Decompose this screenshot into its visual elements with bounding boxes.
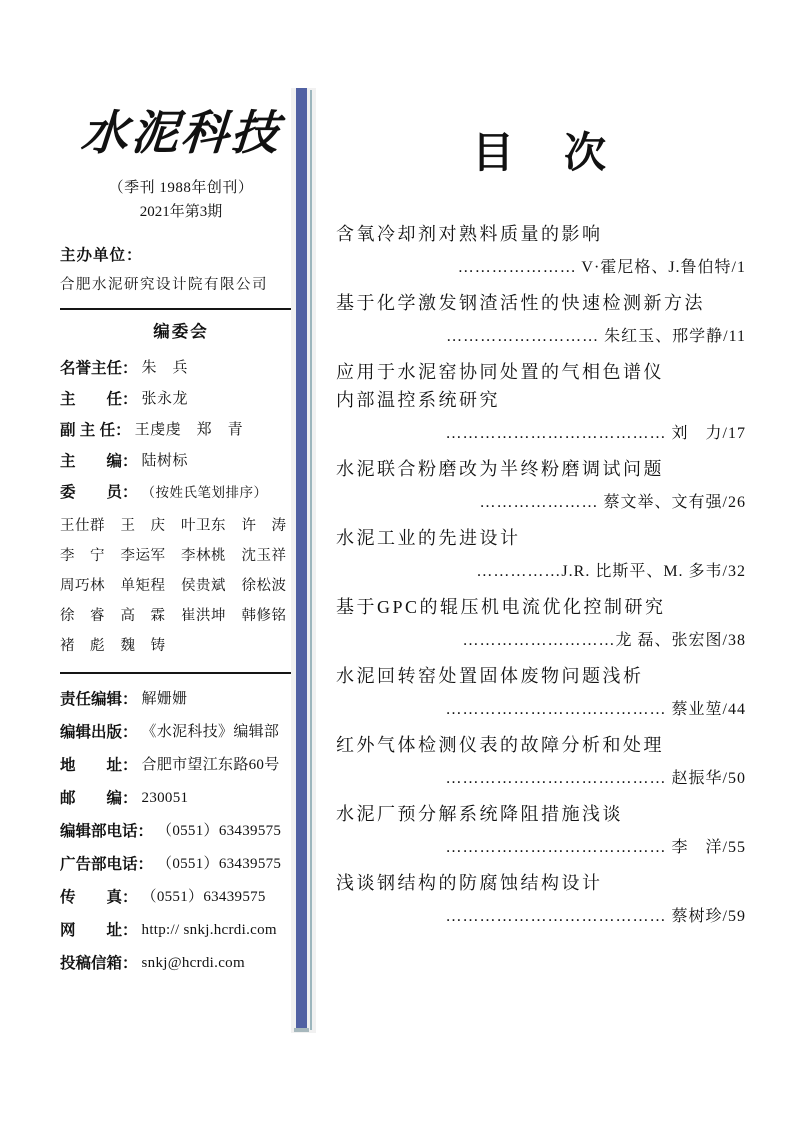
pub-label: 网 址： <box>60 922 138 939</box>
pub-label: 编辑部电话： <box>60 823 154 840</box>
role-note: （按姓氏笔划排序） <box>141 485 268 500</box>
member-name: 褚 彪 <box>60 638 105 654</box>
entry-byline: ………………………龙 磊、张宏图/38 <box>462 632 746 649</box>
pub-row <box>60 683 302 716</box>
role-value: 陆树标 <box>141 453 189 469</box>
role-value: 张永龙 <box>141 391 189 407</box>
entry-byline: ………………………………… 蔡业堃/44 <box>445 701 746 718</box>
board-roles <box>60 353 302 508</box>
pub-row <box>60 815 302 848</box>
sponsor-name: 合肥水泥研究设计院有限公司 <box>60 277 268 293</box>
role-row <box>60 415 302 446</box>
pub-row <box>60 782 302 815</box>
member-name: 崔洪坤 <box>181 608 226 624</box>
left-column <box>60 103 302 980</box>
member-name: 周巧林 <box>60 578 105 594</box>
pub-label: 投稿信箱： <box>60 955 138 972</box>
toc-entry <box>336 524 746 586</box>
role-value: 王虔虔 郑 青 <box>134 422 244 438</box>
role-label: 主 任： <box>60 391 138 408</box>
role-label: 委 员： <box>60 484 138 501</box>
pub-row <box>60 881 302 914</box>
member-name: 侯贵斌 <box>181 578 226 594</box>
entry-byline: ………………………………… 赵振华/50 <box>445 770 746 787</box>
entry-title: 水泥工业的先进设计 <box>336 528 521 548</box>
pub-value: 《水泥科技》编辑部 <box>141 724 280 740</box>
entry-title: 浅谈钢结构的防腐蚀结构设计 <box>336 873 603 893</box>
toc-entry <box>336 869 746 931</box>
submission-email: snkj@hcrdi.com <box>141 955 245 971</box>
board-members-grid <box>60 511 302 661</box>
pub-label: 邮 编： <box>60 790 138 807</box>
entry-title: 含氧冷却剂对熟料质量的影响 <box>336 224 603 244</box>
toc-heading: 目 次 <box>471 128 610 177</box>
role-label: 主 编： <box>60 453 138 470</box>
entry-title: 水泥厂预分解系统降阻措施浅谈 <box>336 804 623 824</box>
journal-title: 水泥科技 <box>79 106 283 161</box>
entry-byline: ……………J.R. 比斯平、M. 多韦/32 <box>476 563 746 580</box>
member-name: 高 霖 <box>120 608 166 624</box>
pub-label: 编辑出版： <box>60 724 138 741</box>
member-name: 李林桃 <box>181 548 226 564</box>
member-name: 叶卫东 <box>181 518 226 534</box>
member-name: 徐松波 <box>241 578 287 594</box>
pub-label: 广告部电话： <box>60 856 154 873</box>
pub-value: 230051 <box>141 790 189 806</box>
toc-entry <box>336 220 746 282</box>
role-row <box>60 446 302 477</box>
pub-label: 地 址： <box>60 757 138 774</box>
divider-shadow <box>294 1028 309 1032</box>
entry-byline: ………………………………… 蔡树珍/59 <box>445 908 746 925</box>
role-label: 名誉主任： <box>60 360 138 377</box>
entry-byline: ………………… 蔡文举、文有强/26 <box>479 494 746 511</box>
entry-title: 红外气体检测仪表的故障分析和处理 <box>336 735 664 755</box>
entry-title: 基于GPC的辊压机电流优化控制研究 <box>336 597 666 617</box>
pub-row <box>60 749 302 782</box>
entry-title-line2: 内部温控系统研究 <box>336 390 500 410</box>
role-row <box>60 477 302 508</box>
pub-label: 传 真： <box>60 889 138 906</box>
member-name: 徐 睿 <box>60 608 105 624</box>
pub-value: 合肥市望江东路60号 <box>141 757 280 773</box>
entry-byline: ………………………………… 刘 力/17 <box>445 425 746 442</box>
role-row <box>60 384 302 415</box>
pub-value: （0551）63439575 <box>157 823 282 839</box>
member-name: 单矩程 <box>120 578 166 594</box>
member-name: 魏 铸 <box>120 638 166 654</box>
toc-column <box>336 124 746 938</box>
member-name: 李 宁 <box>60 548 105 564</box>
role-label: 副 主 任： <box>60 422 131 439</box>
toc-entry <box>336 731 746 793</box>
journal-issue: 2021年第3期 <box>139 204 223 220</box>
horizontal-rule-top <box>60 308 302 310</box>
toc-entry <box>336 593 746 655</box>
entry-title: 应用于水泥窑协同处置的气相色谱仪 <box>336 362 664 382</box>
pub-row <box>60 914 302 947</box>
website-url: http:// snkj.hcrdi.com <box>141 922 277 938</box>
member-name: 王仕群 <box>60 518 105 534</box>
pub-row <box>60 848 302 881</box>
role-row <box>60 353 302 384</box>
toc-list <box>336 220 746 931</box>
horizontal-rule-bottom <box>60 672 302 674</box>
entry-byline: ………………… V·霍尼格、J.鲁伯特/1 <box>457 259 746 276</box>
pub-row <box>60 947 302 980</box>
pub-label: 责任编辑： <box>60 691 138 708</box>
toc-entry <box>336 800 746 862</box>
member-name: 王 庆 <box>120 518 166 534</box>
member-name: 李运军 <box>120 548 166 564</box>
role-value: 朱 兵 <box>141 360 189 376</box>
entry-title: 水泥回转窑处置固体废物问题浅析 <box>336 666 644 686</box>
pub-value: （0551）63439575 <box>157 856 282 872</box>
divider-teal-line <box>310 90 312 1030</box>
pub-value: （0551）63439575 <box>141 889 266 905</box>
toc-entry <box>336 289 746 351</box>
divider-blue-bar <box>296 88 307 1028</box>
editorial-board-heading: 编委会 <box>153 323 209 341</box>
entry-byline: ………………………………… 李 洋/55 <box>445 839 746 856</box>
pub-row <box>60 716 302 749</box>
vertical-divider <box>291 88 316 1033</box>
toc-entry <box>336 455 746 517</box>
entry-title: 基于化学激发钢渣活性的快速检测新方法 <box>336 293 705 313</box>
sponsor-label: 主办单位： <box>60 247 143 264</box>
member-name: 韩修铭 <box>241 608 287 624</box>
publication-info <box>60 683 302 980</box>
entry-byline: ……………………… 朱红玉、邢学静/11 <box>446 328 746 345</box>
pub-value: 解姗姗 <box>141 691 188 707</box>
toc-entry <box>336 358 746 448</box>
toc-entry <box>336 662 746 724</box>
member-name: 许 涛 <box>241 518 287 534</box>
journal-subtitle: （季刊 1988年创刊） <box>108 180 254 196</box>
entry-title: 水泥联合粉磨改为半终粉磨调试问题 <box>336 459 664 479</box>
member-name: 沈玉祥 <box>241 548 287 564</box>
